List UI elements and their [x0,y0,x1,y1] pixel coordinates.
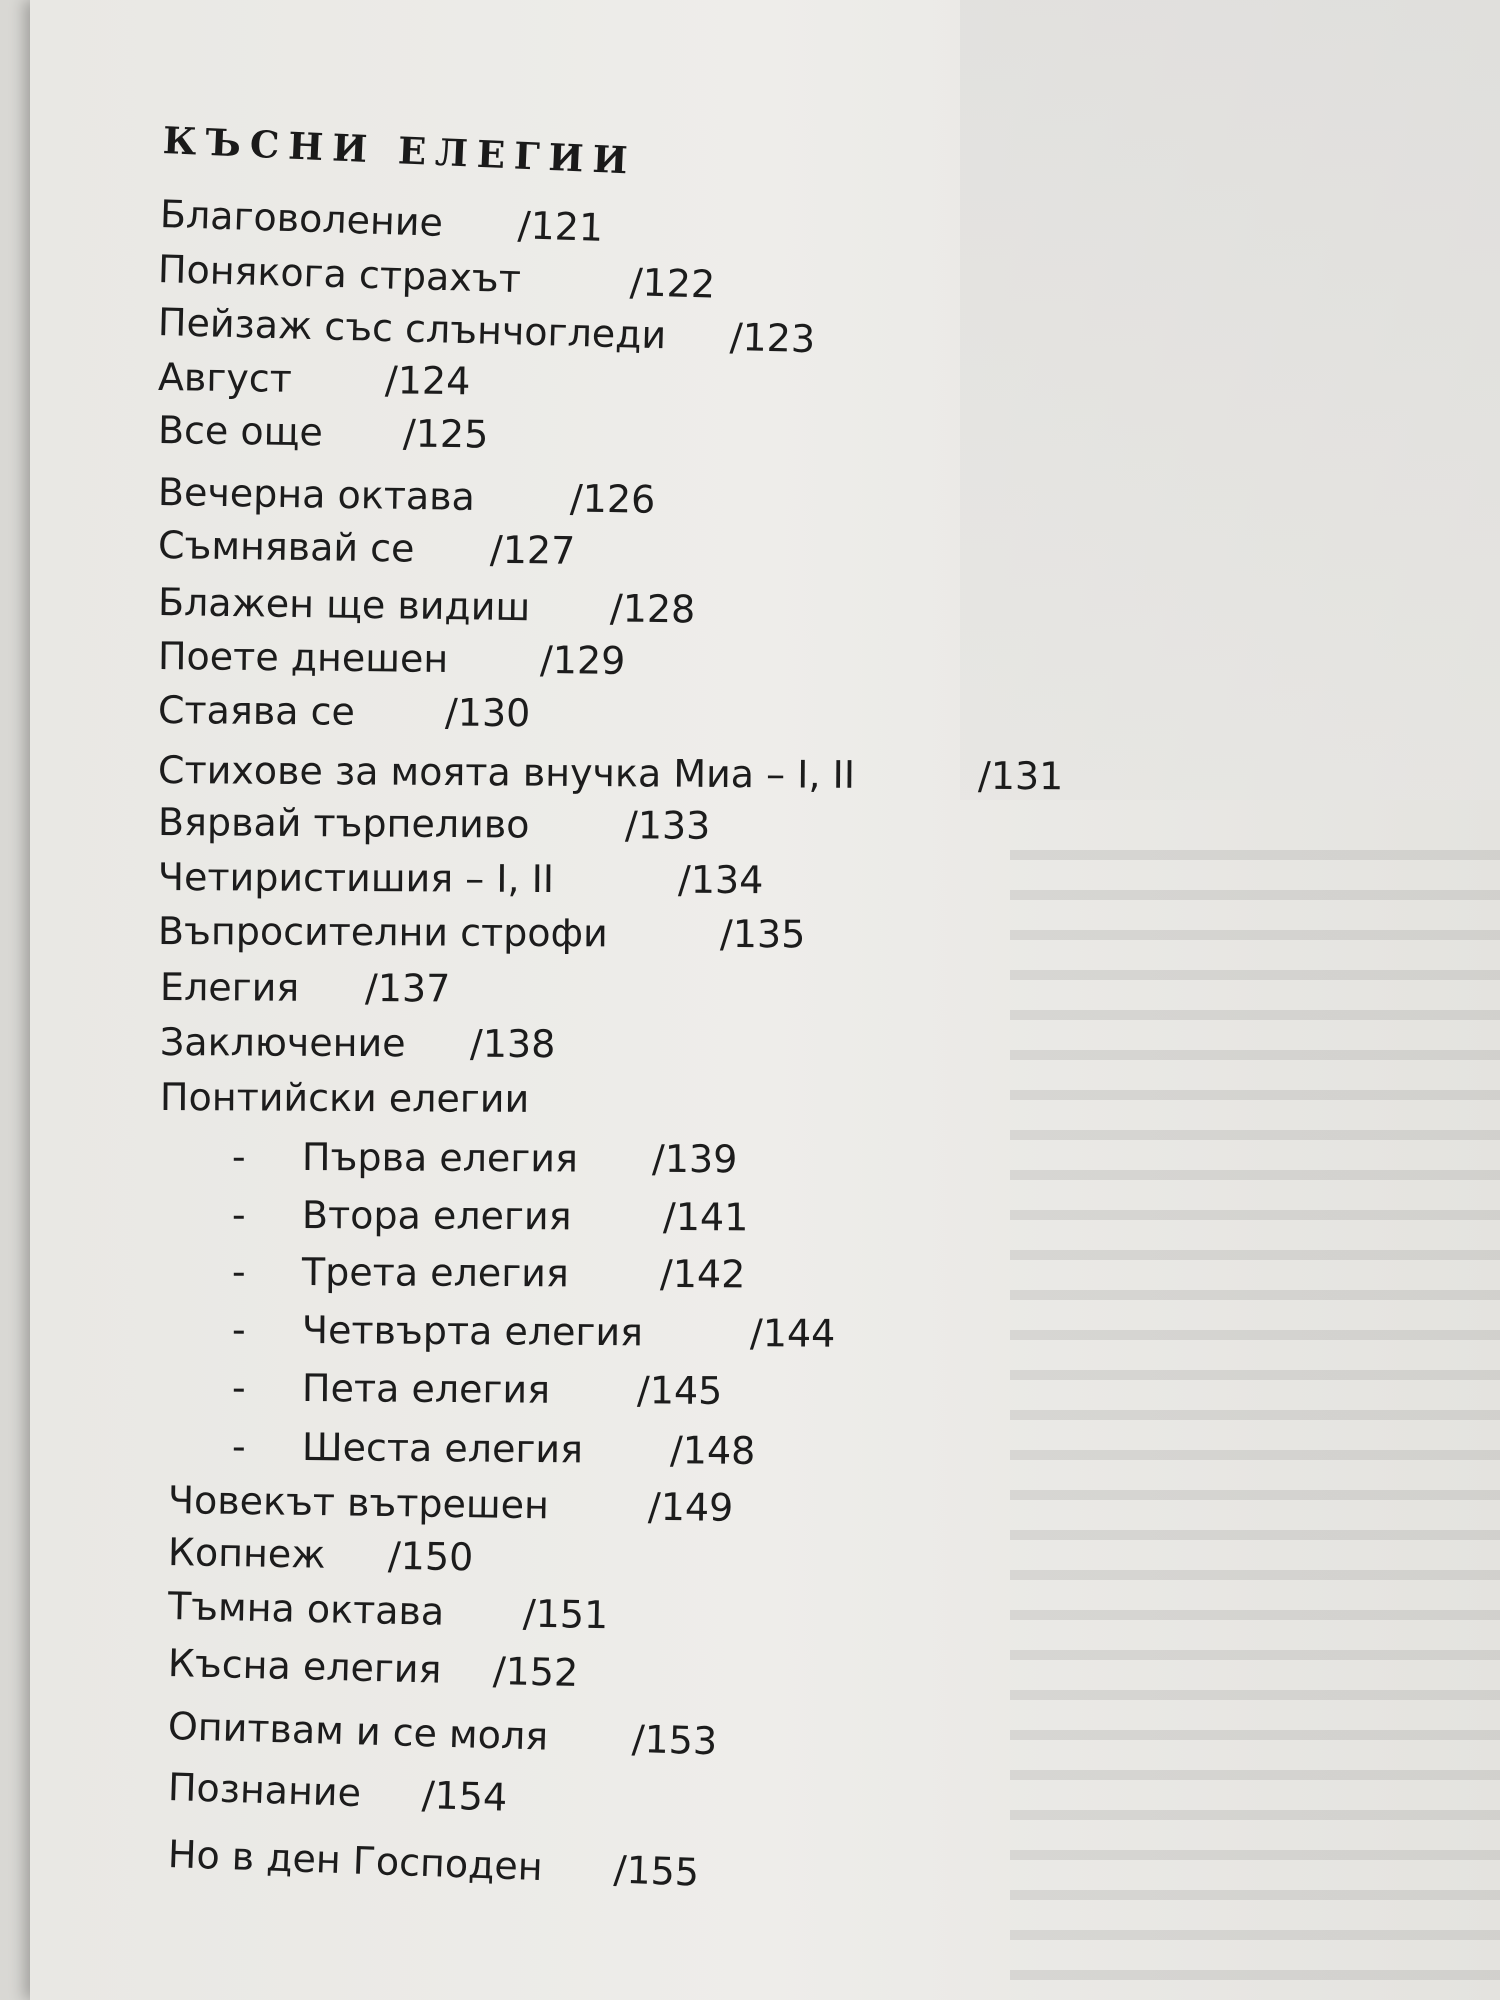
toc-entry-title: Понякога страхът [157,247,522,302]
toc-entry-title: Човекът вътрешен [167,1478,550,1528]
toc-entry [167,1641,579,1696]
toc-entry-title: Шеста елегия [301,1425,584,1472]
toc-entry [167,1478,734,1530]
toc-entry [157,855,764,903]
toc-entry [157,300,816,362]
toc-page-number: /124 [384,358,471,404]
toc-dash: - [231,1307,246,1352]
toc-page-number: /126 [569,476,656,522]
toc-entry-title: Август [157,355,293,401]
toc-entry-title: Опитвам и се моля [167,1704,549,1759]
section-title: КЪСНИ ЕЛЕГИИ [162,118,638,183]
toc-subentry [231,1134,738,1182]
toc-entry-title: Благоволение [159,192,444,245]
toc-page-number: /148 [669,1428,756,1473]
toc-page-number: /142 [659,1251,746,1297]
toc-page-number: /151 [522,1591,609,1638]
toc-page-number: /144 [749,1311,836,1356]
toc-entry-title: Блажен ще видиш [157,580,531,630]
toc-entry [167,1832,700,1895]
toc-entry-title: Съмнявай се [157,523,415,571]
toc-dash: - [231,1134,246,1179]
toc-entry-title: Вярвай търпеливо [157,800,530,847]
toc-entry-title: Тъмна октава [167,1584,445,1634]
toc-dash: - [231,1365,246,1410]
toc-entry-title: Първа елегия [301,1135,578,1181]
toc-entry-title: Заключение [159,1020,406,1066]
toc-entry [157,470,656,522]
toc-entry [157,523,576,573]
toc-subentry [231,1307,836,1356]
toc-page-number: /149 [647,1484,734,1530]
toc-entry-title: Все още [157,408,324,455]
toc-page-number: /155 [612,1847,700,1895]
toc-entry-title: Стихове за моята внучка Миа – I, II [157,748,856,797]
toc-page-number: /141 [662,1194,749,1240]
toc-entry [157,748,1064,799]
toc-entry-title: Поете днешен [157,634,449,682]
toc-entry-title: Но в ден Господен [167,1832,544,1890]
toc-page-number: /125 [402,411,489,457]
toc-entry-title: Копнеж [167,1530,326,1577]
toc-subentry [231,1424,756,1473]
toc-entry-title: Четвърта елегия [301,1308,644,1355]
toc-entry-title: Познание [167,1765,362,1816]
toc-page-number: /145 [636,1368,723,1413]
toc-entry [159,965,451,1011]
toc-entry-title: Елегия [159,965,300,1010]
toc-page-number: /127 [489,527,576,573]
toc-page-number: /128 [609,586,696,632]
toc-entry [167,1765,508,1820]
toc-entry-title: Пейзаж със слънчогледи [157,300,667,358]
toc-entry-title: Вечерна октава [157,470,476,519]
toc-entry [159,1020,556,1067]
toc-dash: - [231,1249,246,1294]
toc-page-number: /154 [421,1772,508,1820]
toc-page-number: /139 [651,1136,738,1182]
toc-entry-title: Стаява се [157,688,356,734]
toc-entry [157,408,489,457]
toc-entry [167,1584,609,1638]
toc-page-number: /129 [539,638,626,683]
toc-entry [160,1075,529,1121]
toc-entry [157,909,806,957]
toc-entry-title: Втора елегия [301,1193,572,1239]
toc-subentry [231,1365,723,1413]
toc-entry [157,580,696,632]
toc-entry [167,1704,718,1764]
toc-entry-title: Трета елегия [301,1250,569,1296]
toc-dash: - [231,1424,246,1469]
toc-page-number: /134 [677,857,764,903]
toc-subentry [231,1249,746,1297]
toc-page-number: /123 [729,314,816,362]
toc-entry-title: Четиристишия – I, II [157,855,555,902]
toc-page-number: /152 [492,1648,579,1696]
toc-dash: - [231,1192,246,1237]
toc-page-number: /122 [629,260,716,307]
toc-entry [157,355,471,404]
toc-entry [157,688,531,736]
toc-page-number: /121 [517,203,604,250]
toc-page-number: /130 [444,690,531,736]
toc-entry-title: Пета елегия [301,1366,551,1412]
toc-entry-title: Късна елегия [167,1641,442,1692]
toc-page-number: /133 [624,803,711,848]
toc-page-number: /150 [387,1533,474,1580]
toc-page-number: /137 [364,966,451,1011]
toc-entry [159,192,604,250]
toc-page-number: /153 [631,1716,718,1764]
toc-entry [157,800,711,848]
toc-entry [157,634,626,683]
toc-entry [157,247,716,307]
toc-page-number: /135 [719,911,806,957]
toc-subentry [231,1192,749,1240]
toc-page-number: /138 [469,1021,556,1067]
toc-page-number: /131 [977,753,1064,799]
toc-entry-title: Въпросителни строфи [157,909,608,956]
toc-entry-title: Понтийски елегии [159,1075,530,1121]
toc-entry [167,1530,474,1580]
